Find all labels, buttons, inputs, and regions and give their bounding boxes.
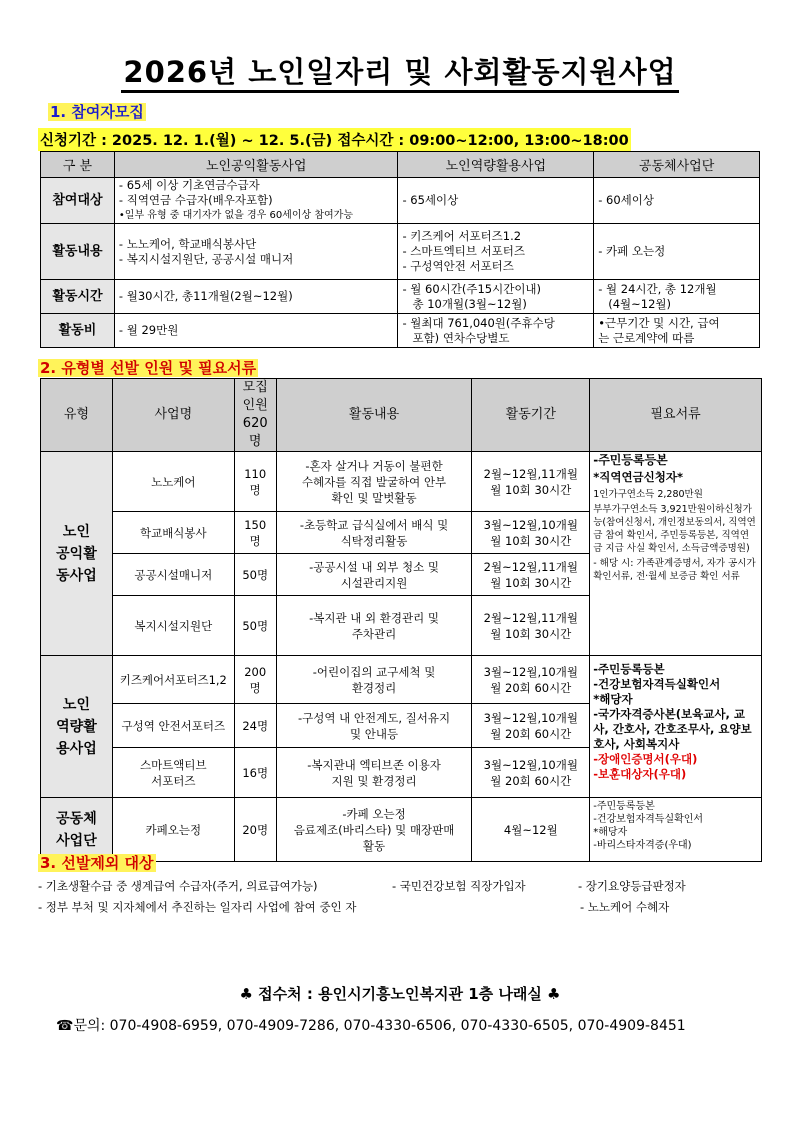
- required-docs: [590, 452, 762, 656]
- content-line: -어린이집의 교구세척 및: [312, 664, 436, 679]
- cell: [594, 224, 760, 280]
- program-name: 공공시설매니저: [112, 554, 234, 596]
- period-line: 4월~12월: [503, 822, 558, 837]
- group-type: [41, 452, 113, 656]
- doc-line: *직역연금신청자*: [593, 470, 684, 484]
- program-count: 20명: [234, 798, 276, 862]
- cell: [594, 178, 760, 224]
- reception-location: ♣ 접수처 : 용인시기흥노인복지관 1층 나래실 ♣: [239, 985, 561, 1003]
- period-line: 3월~12월,10개월: [483, 757, 578, 772]
- recruit-table-header: [41, 152, 760, 178]
- period-line: 월 10회 30시간: [490, 533, 572, 548]
- header-period: 활동기간: [472, 379, 590, 452]
- program-name: 구성역 안전서포터즈: [112, 704, 234, 748]
- row-label: 활동시간: [41, 280, 115, 314]
- program-count: 24명: [234, 704, 276, 748]
- program-content: [276, 798, 472, 862]
- group-type: [41, 656, 113, 798]
- selection-table-header: [41, 379, 762, 452]
- program-content: [276, 512, 472, 554]
- cell-line: - 60세이상: [598, 193, 654, 207]
- content-line: -공공시설 내 외부 청소 및: [309, 559, 439, 574]
- section-2-text: 2. 유형별 선발 인원 및 필요서류: [40, 359, 257, 377]
- exclusion-item: - 장기요양등급판정자: [578, 879, 686, 893]
- cell: [114, 280, 398, 314]
- page-title: [0, 50, 800, 91]
- header-count: [234, 379, 276, 452]
- exclusion-item: - 정부 부처 및 지자체에서 추진하는 일자리 사업에 참여 중인 자: [38, 900, 357, 914]
- program-count: 200명: [234, 656, 276, 704]
- cell: [114, 224, 398, 280]
- period-line: 3월~12월,10개월: [483, 517, 578, 532]
- cell: [398, 280, 594, 314]
- section-1-heading: [48, 101, 146, 122]
- section-2-heading: [38, 357, 258, 378]
- header-capacity: 노인역량활용사업: [398, 152, 594, 178]
- program-name: 카페오는정: [112, 798, 234, 862]
- header-count-line: 인원: [242, 398, 268, 413]
- cell-line: - 구성역안전 서포터즈: [402, 259, 514, 273]
- cell-line: 총 10개월(3월~12월): [412, 296, 527, 311]
- period-line: 월 10회 30시간: [490, 575, 572, 590]
- cell-line: - 월 60시간(주15시간이내): [402, 281, 542, 296]
- content-line: -구성역 내 안전계도, 질서유지: [297, 710, 451, 725]
- header-category: 구 분: [41, 152, 115, 178]
- program-count: 150명: [234, 512, 276, 554]
- cell-line: - 월30시간, 총11개월(2월~12월): [118, 289, 293, 303]
- header-name: 사업명: [112, 379, 234, 452]
- doc-line: -국가자격증사본(보육교사, 교사, 간호사, 간호조무사, 요양보호사, 사회복지사: [593, 707, 752, 751]
- group-type-line: 노인: [62, 696, 90, 713]
- content-line: -복지관 내 외 환경관리 및: [309, 610, 439, 625]
- program-period: [472, 798, 590, 862]
- group-type-line: 노인: [62, 523, 90, 540]
- program-period: [472, 656, 590, 704]
- exclusion-item: - 기초생활수급 중 생계급여 수급자(주거, 의료급여가능): [38, 879, 318, 893]
- header-community: 공동체사업단: [594, 152, 760, 178]
- cell-line: 포함) 연차수당별도: [412, 330, 510, 345]
- cell: [114, 314, 398, 348]
- program-period: [472, 512, 590, 554]
- doc-line: -장애인증명서(우대): [593, 752, 698, 766]
- selection-table: [40, 378, 762, 862]
- program-content: [276, 554, 472, 596]
- cell-line: - 월 29만원: [118, 323, 179, 337]
- period-line: 월 20회 60시간: [490, 680, 572, 695]
- content-line: 시설관리지원: [340, 575, 408, 590]
- program-period: [472, 748, 590, 798]
- program-count: 50명: [234, 554, 276, 596]
- program-name: 복지시설지원단: [112, 596, 234, 656]
- cell-line: •근무기간 및 시간, 급여: [598, 315, 720, 330]
- header-type: 유형: [41, 379, 113, 452]
- program-content: [276, 656, 472, 704]
- doc-line: *해당자: [593, 692, 633, 706]
- content-line: -초등학교 급식실에서 배식 및: [299, 517, 449, 532]
- required-docs: [590, 798, 762, 862]
- program-name: 학교배식봉사: [112, 512, 234, 554]
- period-line: 3월~12월,10개월: [483, 664, 578, 679]
- cell: [398, 224, 594, 280]
- doc-line: -보훈대상자(우대): [593, 767, 687, 781]
- cell-line: - 65세 이상 기초연금수급자: [118, 178, 260, 192]
- content-line: 환경정리: [351, 680, 397, 695]
- table-row: [41, 280, 760, 314]
- cell-line: •일부 유형 중 대기자가 없을 경우 60세이상 참여가능: [118, 210, 353, 221]
- period-line: 월 10회 30시간: [490, 482, 572, 497]
- table-row: [41, 452, 762, 512]
- table-row: [41, 224, 760, 280]
- content-line: 확인 및 말벗활동: [331, 490, 417, 505]
- group-type-line: 공동체: [56, 810, 97, 827]
- period-line: 월 10회 30시간: [490, 626, 572, 641]
- cell-line: - 직역연금 수급자(배우자포함): [118, 193, 273, 207]
- period-line: 3월~12월,10개월: [483, 710, 578, 725]
- content-line: -복지관내 엑티브존 이용자: [307, 757, 441, 772]
- cell-line: - 노노케어, 학교배식봉사단: [118, 236, 257, 251]
- program-count: 50명: [234, 596, 276, 656]
- content-line: 음료제조(바리스타) 및 매장판매: [293, 822, 455, 837]
- cell-line: - 스마트엑티브 서포터즈: [402, 244, 526, 258]
- program-content: [276, 704, 472, 748]
- header-docs: 필요서류: [590, 379, 762, 452]
- doc-line: -건강보험자격득실확인서: [593, 677, 721, 691]
- title-text: 2026년 노인일자리 및 사회활동지원사업: [121, 55, 678, 93]
- cell-line: - 복지시설지원단, 공공시설 매니저: [118, 251, 294, 266]
- program-count: 110명: [234, 452, 276, 512]
- contact-info: ☎문의: 070-4908-6959, 070-4909-7286, 070-4330-6506, 070-4330-6505, 070-4909-8451: [56, 1018, 686, 1034]
- content-line: -혼자 살거나 거동이 불편한: [305, 458, 443, 473]
- cell: [594, 314, 760, 348]
- period-line: 2월~12월,11개월: [483, 559, 578, 574]
- section-1-text: 1. 참여자모집: [50, 103, 144, 121]
- cell: [114, 178, 398, 224]
- header-public: 노인공익활동사업: [114, 152, 398, 178]
- content-line: 활동: [362, 838, 386, 853]
- cell-line: (4월~12월): [608, 296, 671, 311]
- application-period: 신청기간 : 2025. 12. 1.(월) ~ 12. 5.(금) 접수시간 : 09:00~12:00, 13:00~18:00: [38, 128, 631, 151]
- exclusion-item: - 국민건강보험 직장가입자: [392, 879, 526, 893]
- cell: [398, 314, 594, 348]
- program-count: 16명: [234, 748, 276, 798]
- program-content: [276, 596, 472, 656]
- section-3-text: 3. 선발제외 대상: [40, 854, 154, 872]
- doc-line: - 해당 시: 가족관계증명서, 자가 공시가 확인서류, 전·월세 보증금 확인 서류: [593, 558, 756, 582]
- row-label: 활동내용: [41, 224, 115, 280]
- exclusion-item: - 노노케어 수혜자: [580, 900, 670, 914]
- row-label: 참여대상: [41, 178, 115, 224]
- doc-line: *해당자: [593, 827, 628, 838]
- table-row: [41, 656, 762, 704]
- program-period: [472, 452, 590, 512]
- doc-line: -바리스타자격증(우대): [593, 840, 692, 851]
- doc-line: -주민등록등본: [593, 453, 668, 467]
- cell-line: - 65세이상: [402, 193, 459, 207]
- period-line: 월 20회 60시간: [490, 773, 572, 788]
- cell-line: - 키즈케어 서포터즈1.2: [402, 229, 522, 243]
- program-content: [276, 452, 472, 512]
- period-line: 월 20회 60시간: [490, 726, 572, 741]
- cell-line: 는 근로계약에 따름: [598, 330, 695, 345]
- doc-line: 부부가구연소득 3,921만원이하신청가능(참여신청서, 개인정보동의서, 직역연금 참여 확인서, 주민등록등본, 직역연금 지급 사실 확인서, 소득금액증명원): [593, 504, 756, 554]
- cell: [398, 178, 594, 224]
- cell-line: - 월 24시간, 총 12개월: [598, 281, 717, 296]
- doc-line: -주민등록등본: [593, 801, 655, 812]
- cell: [594, 280, 760, 314]
- doc-line: -건강보험자격득실확인서: [593, 814, 704, 825]
- program-name: 스마트액티브 서포터즈: [112, 748, 234, 798]
- group-type-line: 사업단: [56, 832, 97, 849]
- cell-line: - 월최대 761,040원(주휴수당: [402, 315, 555, 330]
- group-type-line: 공익활: [56, 545, 97, 562]
- program-period: [472, 596, 590, 656]
- group-type-line: 용사업: [56, 740, 97, 757]
- content-line: -카페 오는정: [342, 806, 406, 821]
- program-name: 키즈케어서포터즈1,2: [112, 656, 234, 704]
- row-label: 활동비: [41, 314, 115, 348]
- period-line: 2월~12월,11개월: [483, 466, 578, 481]
- program-period: [472, 554, 590, 596]
- header-count-line: 모집: [242, 380, 268, 395]
- group-type-line: 역량활: [56, 718, 97, 735]
- program-name: 노노케어: [112, 452, 234, 512]
- program-content: [276, 748, 472, 798]
- section-3-heading: [38, 852, 156, 873]
- header-count-line: 620명: [242, 416, 268, 449]
- content-line: 식탁정리활동: [340, 533, 408, 548]
- program-period: [472, 704, 590, 748]
- content-line: 지원 및 환경정리: [331, 773, 417, 788]
- group-type-line: 동사업: [56, 567, 97, 584]
- doc-line: -주민등록등본: [593, 662, 665, 676]
- period-line: 2월~12월,11개월: [483, 610, 578, 625]
- doc-line: 1인가구연소득 2,280만원: [593, 489, 703, 500]
- cell-line: - 카페 오는정: [598, 244, 666, 258]
- recruit-table: [40, 151, 760, 348]
- content-line: 및 안내등: [349, 726, 399, 741]
- header-content: 활동내용: [276, 379, 472, 452]
- content-line: 수혜자를 직접 발굴하여 안부: [301, 474, 447, 489]
- required-docs: [590, 656, 762, 798]
- table-row: [41, 178, 760, 224]
- table-row: [41, 314, 760, 348]
- content-line: 주차관리: [351, 626, 397, 641]
